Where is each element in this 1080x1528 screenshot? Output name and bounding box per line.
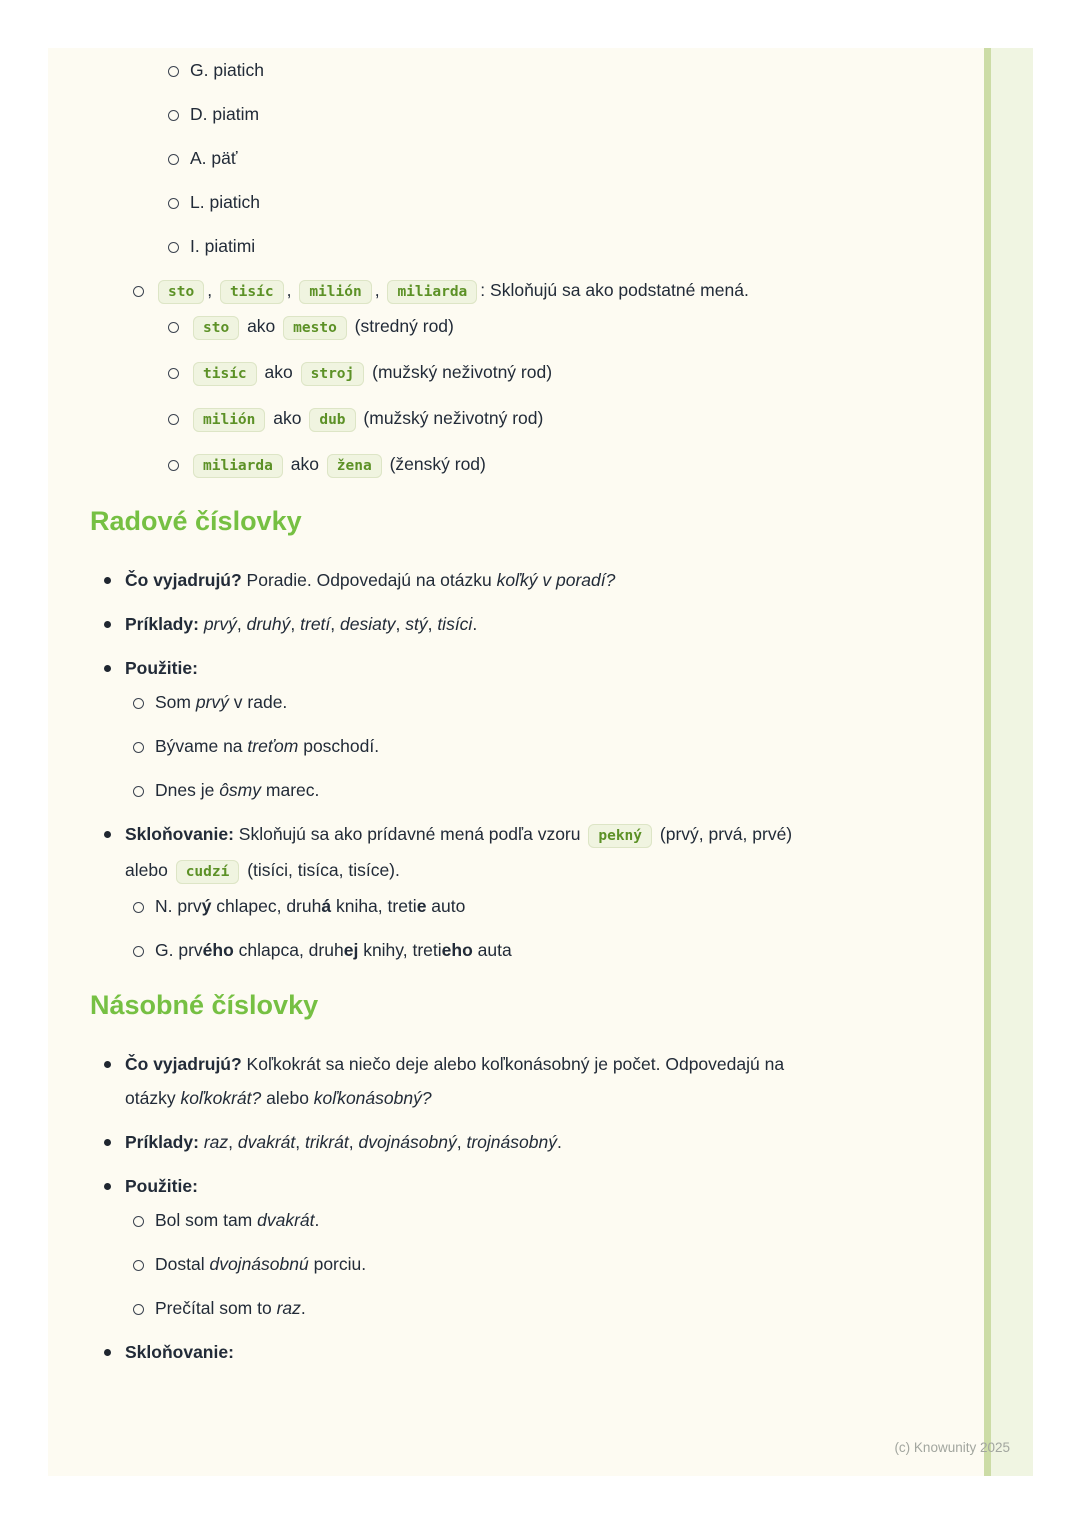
text-run: N. prv <box>155 896 202 916</box>
text-run: e <box>416 896 427 916</box>
text-run: ako <box>268 408 307 428</box>
text-run: ako <box>285 454 324 474</box>
text-run: knihy, treti <box>358 940 442 960</box>
text-run: Dostal <box>155 1254 210 1274</box>
inline-code: mesto <box>283 316 347 340</box>
bullet-list <box>90 53 808 263</box>
text-run: Dnes je <box>155 780 220 800</box>
text-run: D. piatim <box>190 104 260 124</box>
text-run: I. piatimi <box>190 236 256 256</box>
text-run: (ženský rod) <box>384 454 486 474</box>
text-run: L. piatich <box>190 192 261 212</box>
text-run: : Skloňujú sa ako podstatné mená. <box>480 280 749 300</box>
text-run: , <box>295 1132 305 1152</box>
text-run: ý <box>201 896 212 916</box>
inline-code: stroj <box>301 362 365 386</box>
list-item <box>133 1203 808 1237</box>
text-run: tretí <box>300 614 331 634</box>
text-run: desiaty <box>340 614 396 634</box>
list-item <box>103 607 808 641</box>
list-item <box>103 651 808 807</box>
page-card <box>48 48 1033 1476</box>
list-item <box>133 1247 808 1281</box>
text-run: marec. <box>261 780 320 800</box>
inline-code: milión <box>193 408 265 432</box>
list-item <box>168 401 808 437</box>
text-run: Som <box>155 692 196 712</box>
text-run: Príklady: <box>125 1132 199 1152</box>
list-item <box>133 273 808 483</box>
text-run: , <box>286 280 297 300</box>
text-run: dvojnásobný <box>358 1132 457 1152</box>
text-run: ako <box>242 316 281 336</box>
text-run: druhý <box>246 614 291 634</box>
list-item <box>133 1291 808 1325</box>
text-run: Čo vyjadrujú? <box>125 570 242 590</box>
text-run: , <box>290 614 301 634</box>
text-run: Použitie: <box>125 1176 198 1196</box>
text-run: Skloňovanie: <box>125 1342 234 1362</box>
text-run: tisíci <box>437 614 473 634</box>
list-item <box>168 53 808 87</box>
text-run: . <box>314 1210 320 1230</box>
text-run: , <box>348 1132 359 1152</box>
text-run: chlapca, druh <box>233 940 344 960</box>
text-run: trojnásobný <box>466 1132 557 1152</box>
list-item <box>133 729 808 763</box>
text-run: á <box>321 896 332 916</box>
text-run: (tisíci, tisíca, tisíce). <box>242 860 400 880</box>
list-item <box>103 1047 808 1115</box>
inline-code: sto <box>193 316 239 340</box>
text-run: treťom <box>247 736 299 756</box>
text-run: koľkonásobný? <box>313 1088 432 1108</box>
section-heading: Násobné číslovky <box>90 990 319 1020</box>
text-run: prvý <box>195 692 229 712</box>
inline-code: miliarda <box>387 280 477 304</box>
text-run: Príklady: <box>125 614 199 634</box>
list-item <box>103 563 808 597</box>
text-run: alebo <box>261 1088 314 1108</box>
text-run: trikrát <box>304 1132 349 1152</box>
text-run: raz <box>276 1298 301 1318</box>
list-item <box>133 685 808 719</box>
text-run: porciu. <box>308 1254 367 1274</box>
bullet-list <box>125 685 808 807</box>
text-run: Bývame na <box>155 736 248 756</box>
text-run: . <box>300 1298 306 1318</box>
text-run: , <box>427 614 438 634</box>
list-item <box>103 1125 808 1159</box>
list-item <box>133 773 808 807</box>
watermark: (c) Knowunity 2025 <box>894 1440 1010 1455</box>
text-run: auta <box>472 940 512 960</box>
text-run: , <box>236 614 247 634</box>
text-run: auto <box>426 896 466 916</box>
text-run: Čo vyjadrujú? <box>125 1054 242 1074</box>
text-run: ého <box>202 940 234 960</box>
bullet-list <box>125 1203 808 1325</box>
list-item <box>103 817 808 967</box>
text-run: Prečítal som to <box>155 1298 277 1318</box>
bullet-list <box>155 309 808 483</box>
text-run: raz <box>203 1132 229 1152</box>
inline-code: tisíc <box>193 362 257 386</box>
text-run: . <box>556 1132 562 1152</box>
text-run: prvý <box>203 614 237 634</box>
inline-code: žena <box>327 454 382 478</box>
text-run: G. prv <box>155 940 203 960</box>
list-item <box>168 229 808 263</box>
text-run: kniha, treti <box>331 896 417 916</box>
text-run: , <box>374 280 385 300</box>
text-run: chlapec, druh <box>211 896 322 916</box>
text-run: Skloňovanie: <box>125 824 234 844</box>
text-run: koľký v poradí? <box>496 570 616 590</box>
text-run: ôsmy <box>219 780 262 800</box>
text-run: , <box>330 614 341 634</box>
text-run: Poradie. Odpovedajú na otázku <box>241 570 497 590</box>
text-run: , <box>207 280 217 300</box>
list-item <box>133 933 808 967</box>
text-run: , <box>456 1132 467 1152</box>
text-run: (prvý, prvá, prvé) alebo <box>125 824 793 880</box>
text-run: , <box>228 1132 238 1152</box>
text-run: (mužský neživotný rod) <box>358 408 544 428</box>
list-item <box>168 141 808 175</box>
list-item <box>103 1169 808 1325</box>
text-run: , <box>395 614 406 634</box>
text-run: Skloňujú sa ako prídavné mená podľa vzoru <box>233 824 586 844</box>
list-item <box>103 1335 808 1369</box>
list-item <box>168 185 808 219</box>
list-item <box>168 355 808 391</box>
green-side-strip <box>984 48 1033 1476</box>
inline-code: dub <box>309 408 355 432</box>
list-item <box>168 309 808 345</box>
text-run: koľkokrát? <box>180 1088 262 1108</box>
text-run: G. piatich <box>190 60 264 80</box>
inline-code: sto <box>158 280 204 304</box>
text-run: A. päť <box>190 148 238 168</box>
bullet-list <box>90 563 808 967</box>
text-run: . <box>472 614 478 634</box>
bullet-list <box>125 889 808 967</box>
inline-code: pekný <box>588 824 652 848</box>
text-run: Koľkokrát sa niečo deje alebo koľkonásobný je počet. Odpovedajú na otázky <box>125 1054 785 1108</box>
text-run: stý <box>405 614 428 634</box>
inline-code: milión <box>299 280 371 304</box>
list-item <box>133 889 808 923</box>
text-run: dvakrát <box>237 1132 296 1152</box>
text-run: ej <box>343 940 359 960</box>
list-item <box>168 97 808 131</box>
document-content <box>90 53 808 1379</box>
text-run: Bol som tam <box>155 1210 258 1230</box>
text-run: dvojnásobnú <box>209 1254 309 1274</box>
text-run: v rade. <box>228 692 288 712</box>
inline-code: miliarda <box>193 454 283 478</box>
text-run: Použitie: <box>125 658 198 678</box>
inline-code: cudzí <box>176 860 240 884</box>
text-run: eho <box>441 940 473 960</box>
list-item <box>168 447 808 483</box>
inline-code: tisíc <box>220 280 284 304</box>
bullet-list <box>90 273 808 483</box>
text-run: dvakrát <box>257 1210 315 1230</box>
text-run: ako <box>259 362 298 382</box>
bullet-list <box>90 1047 808 1369</box>
section-heading: Radové číslovky <box>90 506 302 536</box>
text-run: poschodí. <box>298 736 380 756</box>
text-run: (mužský neživotný rod) <box>367 362 553 382</box>
text-run: (stredný rod) <box>349 316 454 336</box>
